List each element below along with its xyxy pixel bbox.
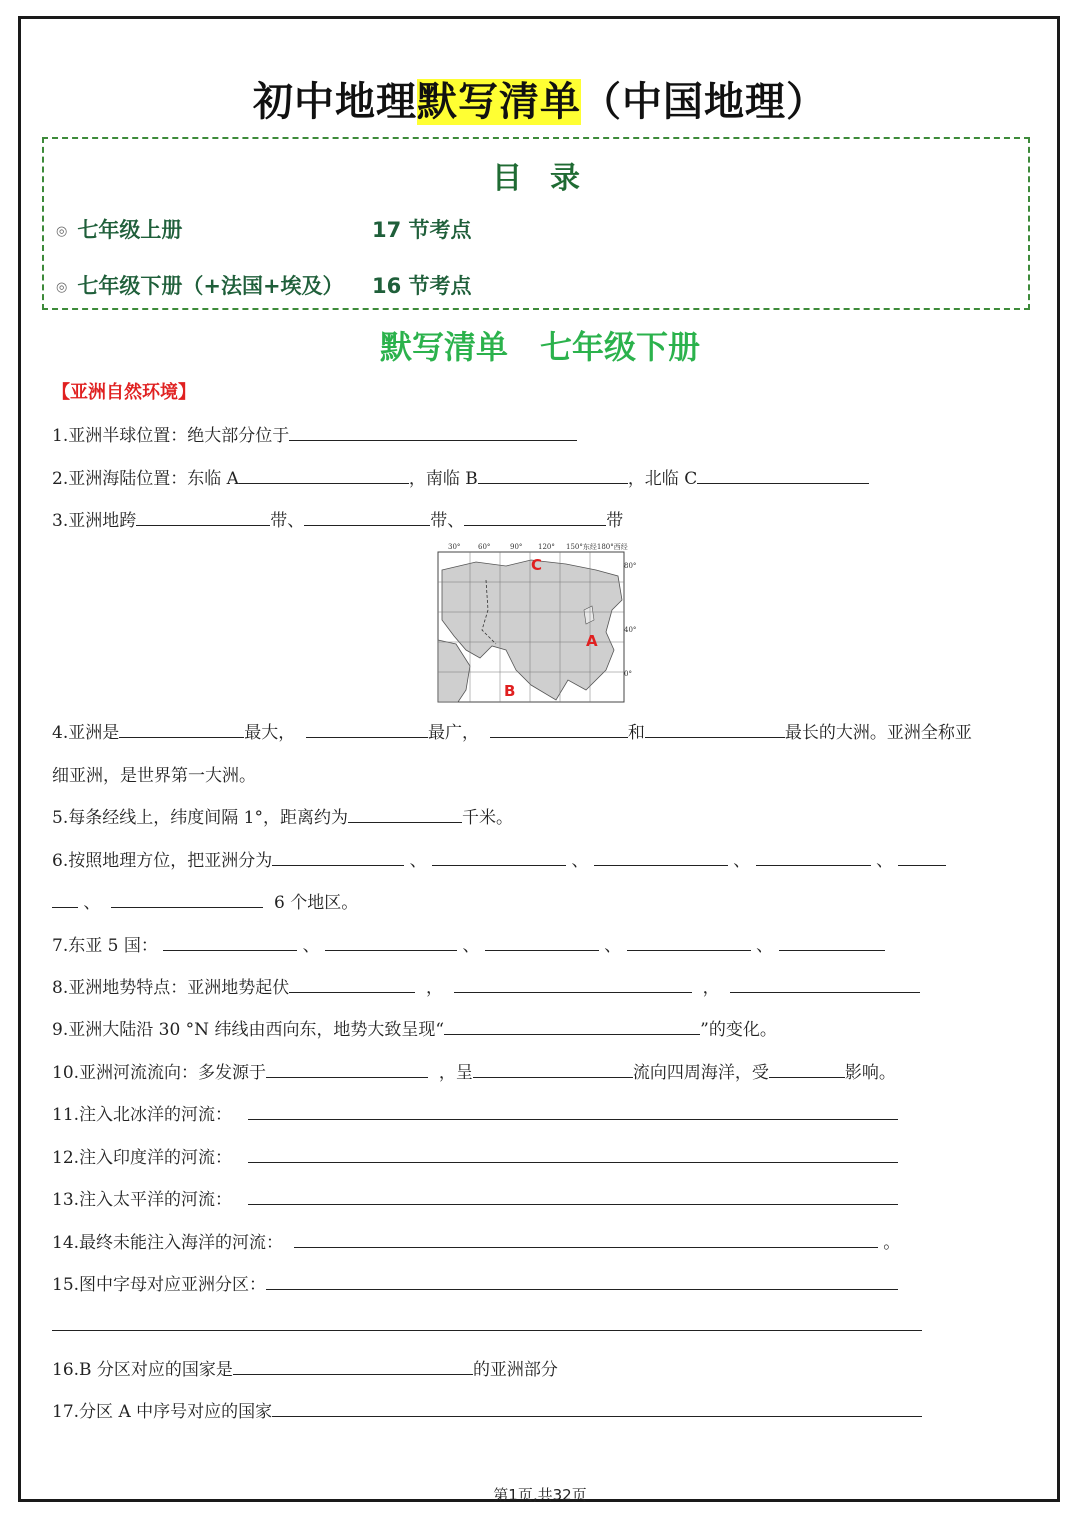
separator: ，	[702, 978, 720, 998]
answer-blank[interactable]	[325, 934, 457, 951]
question-text: 3.亚洲地跨	[52, 511, 137, 531]
separator: 、	[571, 851, 589, 871]
toc-item-label: 七年级下册（+法国+埃及）	[77, 274, 344, 298]
answer-line[interactable]	[52, 1330, 922, 1331]
answer-blank[interactable]	[248, 1146, 898, 1163]
longitude-label: 60°	[478, 543, 491, 551]
section-heading: 默写清单 七年级下册	[379, 328, 700, 366]
answer-blank[interactable]	[432, 849, 566, 866]
answer-blank[interactable]	[136, 509, 270, 526]
subsection-title: 【亚洲自然环境】	[52, 382, 196, 403]
question-9	[52, 1015, 777, 1040]
question-text: 16.B 分区对应的国家是	[52, 1360, 233, 1380]
question-text: 千米。	[461, 808, 513, 828]
question-text: 6 个地区。	[274, 893, 359, 913]
question-text: 细亚洲，是世界第一大洲。	[52, 766, 256, 786]
question-text: 10.亚洲河流流向：多发源于	[52, 1063, 267, 1083]
answer-blank[interactable]	[266, 1273, 898, 1290]
map-marker-a: A	[586, 632, 598, 650]
question-14	[52, 1228, 900, 1253]
longitude-label: 120°	[538, 543, 555, 551]
question-4-cont	[52, 761, 256, 786]
toc-heading: 目录	[492, 161, 608, 196]
question-text: 最长的大洲。亚洲全称亚	[784, 723, 972, 743]
toc-item-count: 16 节考点	[372, 274, 472, 298]
answer-blank[interactable]	[730, 976, 920, 993]
answer-blank[interactable]	[272, 1400, 922, 1417]
question-text: 13.注入太平洋的河流：	[52, 1190, 233, 1210]
question-text: 影响。	[844, 1063, 896, 1083]
question-6-cont	[52, 888, 358, 913]
answer-blank[interactable]	[485, 934, 599, 951]
answer-blank[interactable]	[454, 976, 692, 993]
page-number: 第1页,共32页	[493, 1486, 587, 1504]
separator: 、	[604, 936, 622, 956]
longitude-label: 150°东经180°西经	[566, 543, 628, 551]
answer-blank[interactable]	[779, 934, 885, 951]
answer-blank[interactable]	[272, 849, 404, 866]
question-text: 。	[883, 1233, 901, 1253]
latitude-label: 0°	[624, 670, 632, 678]
answer-blank[interactable]	[266, 1061, 428, 1078]
question-7	[52, 931, 885, 956]
question-15	[52, 1270, 898, 1295]
latitude-label: 80°	[624, 562, 637, 570]
circle-bullet-icon: ◎	[56, 223, 68, 239]
answer-blank[interactable]	[697, 467, 869, 484]
question-4	[52, 718, 972, 743]
circle-bullet-icon: ◎	[56, 279, 68, 295]
question-text: 4.亚洲是	[52, 723, 120, 743]
question-text: 流向四周海洋，受	[632, 1063, 769, 1083]
question-text: 9.亚洲大陆沿 30 °N 纬线由西向东，地势大致呈现“	[52, 1020, 445, 1040]
title-part-2: （中国地理）	[581, 79, 827, 125]
separator: 、	[409, 851, 427, 871]
separator: 、	[756, 936, 774, 956]
answer-blank[interactable]	[239, 467, 409, 484]
title-part-1: 初中地理	[253, 79, 417, 125]
question-10	[52, 1058, 896, 1083]
answer-blank[interactable]	[898, 849, 946, 866]
question-text: 8.亚洲地势特点：亚洲地势起伏	[52, 978, 290, 998]
question-6	[52, 846, 946, 871]
answer-blank[interactable]	[444, 1018, 700, 1035]
separator: 、	[462, 936, 480, 956]
question-text: 带、	[430, 511, 465, 531]
answer-blank[interactable]	[756, 849, 871, 866]
question-text: 12.注入印度洋的河流：	[52, 1148, 233, 1168]
question-text: 和	[627, 723, 645, 743]
toc-item-label: 七年级上册	[77, 218, 183, 242]
question-text: 15.图中字母对应亚洲分区：	[52, 1275, 267, 1295]
asia-map	[436, 540, 637, 704]
answer-blank[interactable]	[233, 1358, 473, 1375]
title-highlight: 默写清单	[417, 79, 581, 125]
answer-blank[interactable]	[769, 1061, 845, 1078]
answer-blank[interactable]	[473, 1061, 633, 1078]
question-5	[52, 803, 513, 828]
answer-blank[interactable]	[478, 467, 628, 484]
question-text: ，呈	[438, 1063, 473, 1083]
map-marker-b: B	[504, 682, 516, 700]
toc-item[interactable]	[56, 270, 472, 300]
question-text: 17.分区 A 中序号对应的国家	[52, 1402, 273, 1422]
question-17	[52, 1397, 922, 1422]
separator: 、	[733, 851, 751, 871]
question-16	[52, 1355, 558, 1380]
answer-blank[interactable]	[348, 806, 462, 823]
answer-blank[interactable]	[248, 1188, 898, 1205]
answer-blank[interactable]	[52, 891, 78, 908]
question-1	[52, 421, 577, 446]
question-text: 最广，	[428, 723, 480, 743]
answer-blank[interactable]	[294, 1231, 878, 1248]
question-text: ”的变化。	[700, 1020, 777, 1040]
answer-blank[interactable]	[645, 721, 785, 738]
question-text: 带、	[270, 511, 305, 531]
answer-blank[interactable]	[248, 1103, 898, 1120]
answer-blank[interactable]	[304, 509, 430, 526]
answer-blank[interactable]	[289, 424, 577, 441]
answer-blank[interactable]	[594, 849, 728, 866]
answer-blank[interactable]	[163, 934, 297, 951]
toc-item-count: 17 节考点	[372, 218, 472, 242]
answer-blank[interactable]	[119, 721, 244, 738]
answer-blank[interactable]	[111, 891, 263, 908]
longitude-label: 90°	[510, 543, 523, 551]
separator: 、	[83, 893, 101, 913]
table-of-contents	[42, 137, 1030, 310]
answer-blank[interactable]	[289, 976, 415, 993]
separator: 、	[876, 851, 894, 871]
question-3	[52, 506, 623, 531]
longitude-label: 30°	[448, 543, 461, 551]
separator: 、	[302, 936, 320, 956]
question-text: ，南临 B	[408, 469, 478, 489]
question-text: 1.亚洲半球位置：绝大部分位于	[52, 426, 290, 446]
answer-blank[interactable]	[627, 934, 751, 951]
question-13	[52, 1185, 898, 1210]
question-text: ，北临 C	[627, 469, 698, 489]
question-11	[52, 1100, 898, 1125]
answer-blank[interactable]	[490, 721, 628, 738]
question-text: 7.东亚 5 国：	[52, 936, 158, 956]
question-text: 带	[606, 511, 624, 531]
question-text: 的亚洲部分	[472, 1360, 558, 1380]
separator: ，	[426, 978, 444, 998]
question-text: 最大，	[244, 723, 296, 743]
question-12	[52, 1143, 898, 1168]
question-text: 14.最终未能注入海洋的河流：	[52, 1233, 284, 1253]
question-text: 5.每条经线上，纬度间隔 1°，距离约为	[52, 808, 348, 828]
question-2	[52, 464, 869, 489]
question-text: 11.注入北冰洋的河流：	[52, 1105, 233, 1125]
answer-blank[interactable]	[464, 509, 606, 526]
question-8	[52, 973, 920, 998]
toc-item[interactable]	[56, 214, 472, 244]
question-text: 6.按照地理方位，把亚洲分为	[52, 851, 273, 871]
question-text: 2.亚洲海陆位置：东临 A	[52, 469, 239, 489]
map-marker-c: C	[531, 556, 543, 574]
latitude-label: 40°	[624, 626, 637, 634]
answer-blank[interactable]	[306, 721, 428, 738]
page-title	[0, 70, 1080, 127]
